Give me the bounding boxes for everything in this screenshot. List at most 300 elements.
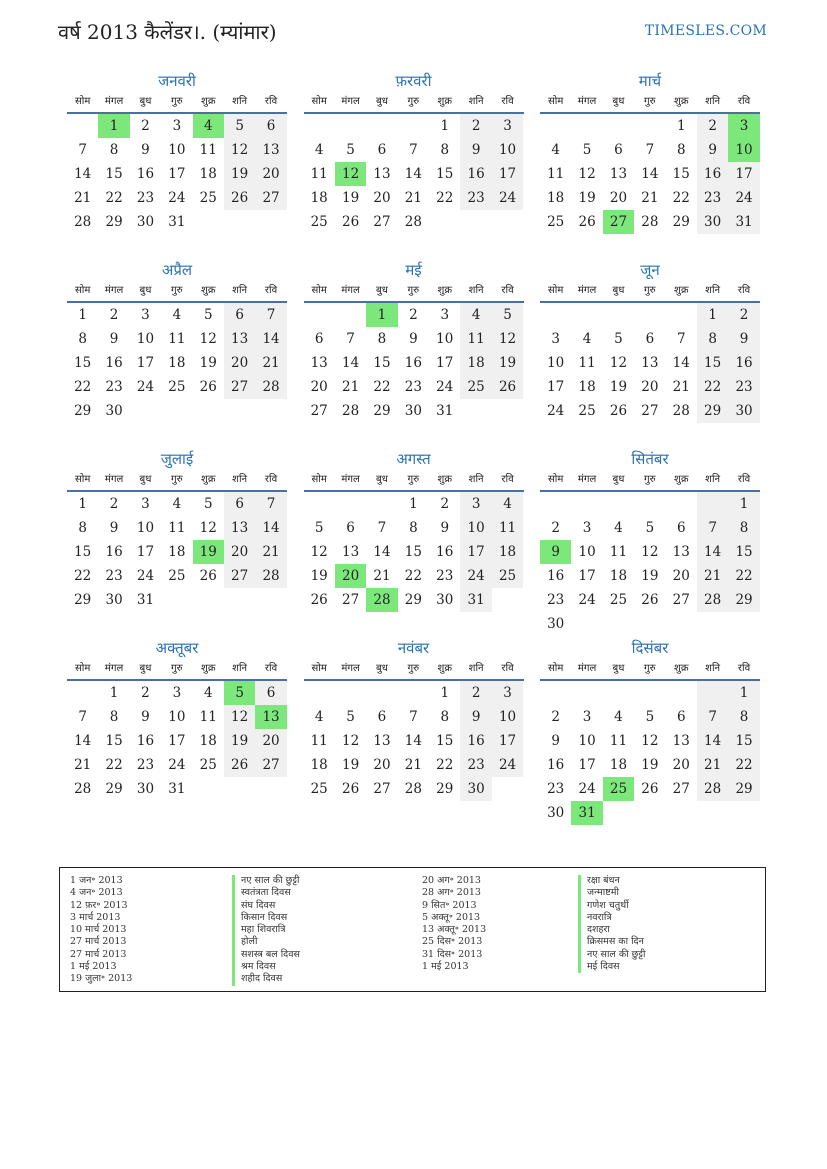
day-cell: 7 [377, 520, 387, 536]
day-cell: 12 [224, 705, 255, 729]
day-cell: 25 [547, 214, 565, 230]
day-cell: 9 [460, 705, 491, 729]
day-empty [666, 492, 697, 516]
legend-holiday-name: संघ दिवस [232, 900, 300, 912]
day-empty [304, 303, 335, 327]
weekday-header [67, 92, 287, 114]
legend-holiday-name: नवरात्रि [578, 912, 645, 924]
day-cell: 20 [373, 190, 391, 206]
weekday-label: शुक्र [674, 474, 689, 485]
weekday-label: बुध [376, 663, 388, 674]
legend-names-left [232, 875, 300, 986]
day-cell: 3 [141, 496, 150, 512]
day-cell-holiday: 19 [193, 540, 224, 564]
weekday-label: रवि [264, 663, 278, 674]
day-empty [335, 114, 366, 138]
day-empty [571, 303, 602, 327]
day-cell: 1 [440, 685, 450, 701]
legend-holiday-name: नए साल की छुट्टी [232, 875, 300, 887]
day-cell: 25 [168, 568, 186, 584]
weekday-header [540, 470, 760, 492]
day-empty [398, 114, 429, 138]
day-cell: 11 [578, 355, 596, 371]
day-cell: 13 [255, 138, 286, 162]
day-cell: 9 [440, 520, 450, 536]
legend-holiday-name: सशस्त्र बल दिवस [232, 949, 300, 961]
day-cell: 8 [440, 142, 450, 158]
day-cell: 11 [609, 733, 628, 749]
days-grid [67, 114, 287, 234]
day-cell: 22 [404, 568, 422, 584]
day-cell: 31 [168, 214, 186, 230]
day-cell: 18 [199, 166, 217, 182]
weekday-label: रवि [264, 285, 278, 296]
weekday-label: गुरु [644, 96, 656, 107]
day-cell: 13 [224, 327, 255, 351]
day-cell: 13 [641, 355, 659, 371]
day-cell: 8 [109, 709, 119, 725]
day-cell: 4 [492, 492, 523, 516]
day-cell: 7 [697, 705, 728, 729]
day-cell: 28 [697, 588, 728, 612]
weekday-label: शनि [705, 663, 721, 674]
day-cell: 25 [310, 781, 328, 797]
day-cell: 13 [672, 544, 690, 560]
day-cell: 4 [203, 685, 213, 701]
weekday-label: गुरु [407, 474, 420, 485]
days-grid [67, 303, 287, 423]
month-name: अक्तूबर [155, 639, 199, 657]
days-grid [540, 681, 760, 825]
day-cell: 1 [440, 118, 450, 134]
day-cell-holiday: 31 [571, 801, 602, 825]
month-name: फ़रवरी [395, 72, 432, 90]
day-cell: 18 [199, 733, 217, 749]
day-cell: 19 [492, 351, 523, 375]
day-cell: 7 [409, 709, 418, 725]
day-cell: 2 [728, 303, 759, 327]
day-cell: 23 [547, 781, 565, 797]
day-cell: 28 [404, 781, 422, 797]
weekday-label: रवि [737, 96, 751, 107]
day-cell: 18 [547, 190, 565, 206]
day-cell: 22 [728, 564, 759, 588]
day-cell: 9 [409, 331, 418, 347]
legend-date: 1 जन॰ 2013 [70, 875, 123, 886]
day-cell: 19 [224, 729, 255, 753]
days-grid [540, 492, 760, 636]
day-cell-holiday: 3 [728, 114, 759, 138]
day-cell: 27 [310, 403, 328, 419]
day-cell: 17 [492, 729, 523, 753]
legend-dates-left [70, 875, 132, 986]
legend-date: 27 मार्च 2013 [70, 948, 127, 960]
days-grid [304, 303, 524, 423]
day-cell: 3 [551, 331, 560, 347]
day-cell: 10 [547, 355, 565, 371]
day-cell: 23 [460, 186, 491, 210]
day-cell: 17 [728, 162, 759, 186]
day-cell: 27 [341, 592, 360, 608]
day-empty [304, 681, 335, 705]
weekday-label: शुक्र [437, 285, 452, 296]
day-cell: 20 [609, 190, 628, 206]
day-cell: 7 [409, 142, 418, 158]
day-cell: 1 [676, 118, 686, 134]
day-cell: 6 [224, 303, 255, 327]
day-cell: 14 [404, 733, 422, 749]
weekday-label: मंगल [577, 663, 597, 674]
month-name: जुलाई [160, 450, 194, 468]
weekday-label: मंगल [104, 96, 124, 107]
day-cell: 2 [141, 118, 150, 134]
weekday-label: शुक्र [674, 285, 689, 296]
weekday-label: बुध [612, 285, 625, 296]
day-cell: 26 [224, 753, 255, 777]
day-cell: 20 [641, 379, 659, 395]
day-cell: 8 [78, 331, 87, 347]
day-cell: 15 [728, 540, 759, 564]
day-empty [398, 681, 429, 705]
day-cell: 2 [141, 685, 150, 701]
weekday-label: रवि [264, 474, 278, 485]
legend-date: 28 अग॰ 2013 [422, 887, 481, 899]
month-name: जून [640, 261, 660, 279]
day-cell: 26 [578, 214, 596, 230]
day-cell: 3 [172, 118, 182, 134]
day-cell: 23 [136, 757, 155, 773]
day-empty [697, 492, 728, 516]
day-cell: 1 [78, 307, 87, 323]
weekday-label: रवि [501, 96, 514, 107]
weekday-label: शनि [705, 474, 721, 485]
day-cell: 25 [310, 214, 328, 230]
day-cell: 28 [404, 214, 422, 230]
day-cell: 2 [460, 681, 491, 705]
weekday-label: बुध [612, 663, 625, 674]
legend-date: 1 मई 2013 [70, 961, 117, 973]
day-cell: 30 [547, 616, 565, 632]
day-cell: 20 [255, 729, 286, 753]
day-cell: 26 [199, 568, 217, 584]
day-cell: 13 [373, 166, 391, 182]
day-cell-holiday: 20 [335, 564, 366, 588]
month-name: अगस्त [396, 450, 431, 468]
day-cell: 19 [641, 568, 659, 584]
day-cell: 1 [78, 496, 87, 512]
day-cell: 20 [224, 351, 255, 375]
day-empty [634, 492, 665, 516]
day-cell: 2 [440, 496, 450, 512]
legend-holiday-name: किसान दिवस [232, 912, 300, 924]
day-cell: 4 [614, 709, 623, 725]
day-empty [366, 681, 397, 705]
day-empty [571, 114, 602, 138]
day-cell: 16 [547, 568, 565, 584]
day-cell: 18 [609, 568, 628, 584]
day-cell: 4 [460, 303, 491, 327]
day-cell: 9 [728, 327, 759, 351]
weekday-label: रवि [737, 663, 751, 674]
day-cell: 15 [373, 355, 391, 371]
day-cell: 14 [74, 166, 92, 182]
weekday-label: शनि [468, 285, 484, 296]
day-cell: 13 [224, 516, 255, 540]
day-cell: 22 [436, 757, 454, 773]
legend-date: 3 मार्च 2013 [70, 911, 121, 923]
day-cell: 31 [728, 210, 759, 234]
day-cell: 30 [547, 805, 565, 821]
day-cell: 21 [672, 379, 690, 395]
day-cell-holiday: 10 [728, 138, 759, 162]
day-cell: 16 [404, 355, 422, 371]
day-cell: 30 [105, 592, 123, 608]
day-empty [540, 681, 571, 705]
day-cell: 26 [641, 781, 659, 797]
day-cell: 24 [168, 190, 186, 206]
day-cell: 12 [310, 544, 328, 560]
day-cell: 9 [460, 138, 491, 162]
day-cell: 26 [492, 375, 523, 399]
weekday-label: गुरु [171, 285, 183, 296]
day-cell: 18 [310, 757, 328, 773]
legend-date: 25 दिस॰ 2013 [422, 936, 483, 948]
month-name: अप्रैल [161, 261, 193, 279]
day-cell: 29 [728, 588, 759, 612]
day-cell: 17 [436, 355, 454, 371]
weekday-label: बुध [376, 96, 388, 107]
day-cell: 17 [168, 733, 186, 749]
day-cell: 15 [105, 166, 123, 182]
day-cell: 26 [199, 379, 217, 395]
day-cell: 16 [460, 729, 491, 753]
day-cell: 4 [172, 496, 182, 512]
day-cell: 16 [136, 166, 155, 182]
day-cell: 19 [578, 190, 596, 206]
day-cell: 29 [74, 592, 92, 608]
weekday-label: मंगल [577, 285, 597, 296]
day-cell: 5 [346, 142, 355, 158]
weekday-label: शुक्र [201, 663, 216, 674]
site-link[interactable]: TIMESLES.COM [644, 23, 767, 39]
day-cell: 26 [609, 403, 628, 419]
day-cell: 7 [697, 516, 728, 540]
weekday-label: शनि [232, 474, 248, 485]
month-name: जनवरी [158, 72, 196, 90]
weekday-label: रवि [737, 474, 751, 485]
month-8 [304, 448, 524, 637]
page-title: वर्ष 2013 कैलेंडर।. (म्यांमार) [58, 20, 277, 44]
day-empty [666, 681, 697, 705]
weekday-label: रवि [501, 663, 514, 674]
day-cell: 11 [609, 544, 628, 560]
day-cell: 2 [551, 520, 560, 536]
day-cell: 23 [105, 379, 123, 395]
weekday-label: गुरु [407, 285, 420, 296]
day-cell: 22 [728, 753, 759, 777]
day-cell: 25 [578, 403, 596, 419]
day-cell: 19 [641, 757, 659, 773]
day-cell: 11 [310, 166, 328, 182]
day-cell: 7 [346, 331, 355, 347]
day-cell: 20 [672, 568, 690, 584]
day-cell: 10 [492, 138, 523, 162]
day-empty [540, 492, 571, 516]
legend-holiday-name: जन्माष्टमी [578, 887, 645, 899]
day-cell: 6 [255, 114, 286, 138]
day-cell: 28 [341, 403, 360, 419]
legend-names-right [578, 875, 645, 973]
day-cell: 14 [255, 516, 286, 540]
day-cell: 13 [672, 733, 690, 749]
day-cell: 5 [203, 496, 213, 512]
day-cell: 27 [255, 186, 286, 210]
day-cell: 2 [697, 114, 728, 138]
day-empty [634, 681, 665, 705]
day-cell: 14 [672, 355, 690, 371]
day-cell: 24 [436, 379, 454, 395]
weekday-label: शनि [232, 663, 248, 674]
day-cell: 5 [645, 520, 655, 536]
weekday-label: सोम [548, 663, 564, 674]
day-cell: 20 [310, 379, 328, 395]
day-cell-holiday: 25 [603, 777, 634, 801]
day-empty [304, 114, 335, 138]
day-cell: 23 [547, 592, 565, 608]
day-cell: 1 [728, 492, 759, 516]
day-empty [335, 303, 366, 327]
day-cell: 6 [645, 331, 655, 347]
day-cell: 6 [676, 709, 686, 725]
day-cell: 24 [460, 564, 491, 588]
day-cell: 21 [404, 190, 422, 206]
weekday-label: शनि [705, 285, 721, 296]
day-cell: 12 [199, 331, 217, 347]
day-cell: 24 [547, 403, 565, 419]
legend-holiday-name: क्रिसमस का दिन [578, 936, 645, 948]
month-5 [304, 259, 524, 448]
day-cell: 24 [492, 753, 523, 777]
day-cell: 21 [255, 540, 286, 564]
weekday-label: गुरु [407, 96, 420, 107]
day-cell: 27 [672, 781, 690, 797]
day-cell: 17 [136, 544, 155, 560]
weekday-label: गुरु [171, 663, 183, 674]
day-cell: 24 [578, 781, 596, 797]
day-cell: 16 [105, 355, 123, 371]
day-cell: 23 [697, 186, 728, 210]
day-cell: 4 [551, 142, 560, 158]
day-empty [603, 681, 634, 705]
day-cell: 6 [614, 142, 623, 158]
day-cell: 29 [672, 214, 690, 230]
months-grid [67, 70, 760, 826]
weekday-label: सोम [75, 474, 91, 485]
day-cell: 17 [136, 355, 155, 371]
weekday-header [67, 659, 287, 681]
day-cell: 10 [136, 331, 155, 347]
weekday-label: गुरु [407, 663, 420, 674]
day-cell: 6 [346, 520, 355, 536]
weekday-label: रवि [737, 285, 751, 296]
weekday-label: शनि [468, 96, 484, 107]
day-cell: 13 [609, 166, 628, 182]
legend-date: 10 मार्च 2013 [70, 924, 127, 936]
legend-holiday-name: श्रम दिवस [232, 961, 300, 973]
day-cell: 27 [373, 214, 391, 230]
weekday-label: मंगल [104, 663, 124, 674]
day-cell: 12 [641, 733, 659, 749]
weekday-label: बुध [376, 285, 388, 296]
month-4 [67, 259, 287, 448]
day-cell: 11 [168, 331, 186, 347]
month-name: नवंबर [397, 639, 430, 657]
day-cell: 19 [199, 355, 217, 371]
day-cell: 17 [492, 162, 523, 186]
day-cell: 27 [224, 564, 255, 588]
day-cell: 3 [492, 681, 523, 705]
day-cell: 16 [105, 544, 123, 560]
day-cell: 29 [728, 777, 759, 801]
day-cell: 13 [310, 355, 328, 371]
day-cell: 22 [74, 379, 92, 395]
day-cell: 3 [492, 114, 523, 138]
legend-date: 9 सित॰ 2013 [422, 899, 477, 911]
weekday-label: शुक्र [437, 663, 452, 674]
day-cell: 12 [199, 520, 217, 536]
day-cell: 30 [728, 399, 759, 423]
day-cell: 10 [168, 709, 186, 725]
day-cell: 7 [255, 303, 286, 327]
day-cell: 30 [404, 403, 422, 419]
day-cell: 14 [404, 166, 422, 182]
day-cell: 6 [377, 709, 387, 725]
day-cell: 11 [199, 142, 217, 158]
day-cell: 2 [109, 307, 119, 323]
legend-date: 4 जन॰ 2013 [70, 887, 123, 899]
legend-holiday-name: होली [232, 936, 300, 948]
day-cell: 5 [314, 520, 324, 536]
day-cell: 5 [346, 709, 355, 725]
weekday-label: मंगल [577, 474, 597, 485]
day-cell: 3 [582, 709, 592, 725]
month-10 [67, 637, 287, 826]
weekday-label: मंगल [104, 285, 124, 296]
day-cell: 24 [578, 592, 596, 608]
day-cell: 9 [109, 520, 119, 536]
day-empty [634, 303, 665, 327]
day-empty [571, 492, 602, 516]
days-grid [540, 303, 760, 423]
day-cell: 28 [74, 781, 92, 797]
day-cell: 10 [168, 142, 186, 158]
day-cell: 12 [492, 327, 523, 351]
day-empty [603, 114, 634, 138]
weekday-label: सोम [75, 285, 91, 296]
day-cell: 18 [168, 355, 186, 371]
weekday-label: शनि [468, 474, 484, 485]
weekday-label: सोम [548, 285, 564, 296]
day-cell: 6 [224, 492, 255, 516]
day-cell: 22 [74, 568, 92, 584]
day-cell: 14 [373, 544, 391, 560]
month-12 [540, 637, 760, 826]
day-cell: 14 [74, 733, 92, 749]
day-cell: 16 [460, 162, 491, 186]
legend-date: 12 फ़र॰ 2013 [70, 899, 128, 911]
day-cell: 3 [172, 685, 182, 701]
day-cell: 3 [440, 307, 450, 323]
